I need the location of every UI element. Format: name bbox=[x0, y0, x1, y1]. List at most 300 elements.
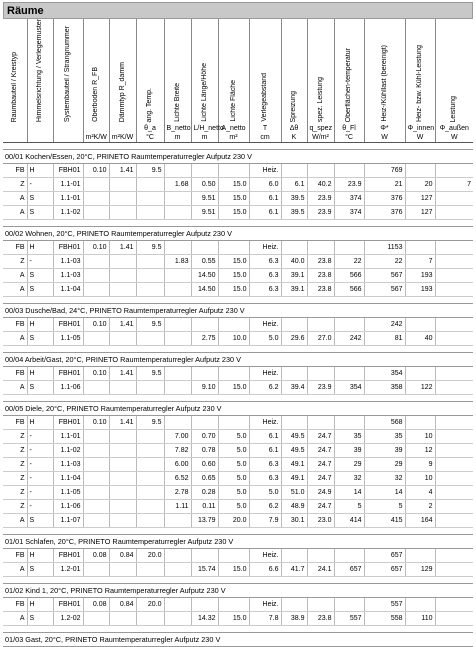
table-cell: 0.55 bbox=[191, 255, 218, 269]
table-cell: 1.41 bbox=[109, 164, 136, 178]
table-cell: 1.1-01 bbox=[53, 192, 83, 206]
table-cell: 2.75 bbox=[191, 332, 218, 346]
table-cell bbox=[109, 332, 136, 346]
table-cell: 49.5 bbox=[281, 430, 307, 444]
table-cell: 568 bbox=[364, 416, 405, 430]
table-cell bbox=[83, 444, 109, 458]
table-cell bbox=[281, 416, 307, 430]
table-cell bbox=[307, 598, 334, 612]
column-header bbox=[334, 19, 364, 124]
table-cell: FBH01 bbox=[53, 164, 83, 178]
table-cell: 32 bbox=[334, 472, 364, 486]
table-cell bbox=[136, 206, 164, 220]
table-cell bbox=[164, 269, 191, 283]
table-cell: 0.11 bbox=[191, 500, 218, 514]
table-cell: 9.5 bbox=[136, 164, 164, 178]
table-row bbox=[3, 206, 473, 220]
table-cell: Z bbox=[3, 255, 27, 269]
table-cell: Z bbox=[3, 458, 27, 472]
column-header bbox=[83, 19, 109, 124]
table-cell: 23.8 bbox=[307, 269, 334, 283]
table-cell: FBH01 bbox=[53, 367, 83, 381]
table-cell: 6.3 bbox=[249, 269, 281, 283]
table-row bbox=[3, 381, 473, 395]
table-cell: 657 bbox=[334, 563, 364, 577]
table-cell: A bbox=[3, 192, 27, 206]
column-header bbox=[164, 19, 191, 124]
room-header-row bbox=[3, 633, 473, 647]
table-cell: 39.5 bbox=[281, 192, 307, 206]
table-cell: 1.41 bbox=[109, 367, 136, 381]
column-symbol: Δθ bbox=[281, 124, 307, 133]
table-cell bbox=[164, 283, 191, 297]
column-header bbox=[364, 19, 405, 124]
table-cell: Z bbox=[3, 500, 27, 514]
table-cell: 110 bbox=[405, 612, 435, 626]
room-label: 01/02 Kind 1, 20°C, PRINETO Raumtemperaturregler Aufputz 230 V bbox=[3, 584, 473, 598]
table-cell bbox=[405, 241, 435, 255]
table-cell: 567 bbox=[364, 283, 405, 297]
table-cell: 7.00 bbox=[164, 430, 191, 444]
table-cell: S bbox=[27, 206, 53, 220]
table-cell: FB bbox=[3, 318, 27, 332]
table-cell: 242 bbox=[364, 318, 405, 332]
table-cell bbox=[191, 241, 218, 255]
table-cell: 6.1 bbox=[281, 178, 307, 192]
table-cell bbox=[136, 612, 164, 626]
table-cell bbox=[136, 381, 164, 395]
table-cell bbox=[164, 612, 191, 626]
table-cell: H bbox=[27, 164, 53, 178]
table-cell bbox=[136, 486, 164, 500]
table-cell bbox=[136, 332, 164, 346]
table-cell: 1.1-07 bbox=[53, 514, 83, 528]
column-header bbox=[307, 19, 334, 124]
table-cell bbox=[164, 381, 191, 395]
table-cell: 6.1 bbox=[249, 206, 281, 220]
table-cell: 9.5 bbox=[136, 416, 164, 430]
table-cell bbox=[136, 458, 164, 472]
column-header bbox=[435, 19, 473, 124]
column-header-label: Dämmtyp R_damm bbox=[118, 61, 126, 123]
table-cell bbox=[191, 164, 218, 178]
table-cell: 376 bbox=[364, 192, 405, 206]
table-cell: 558 bbox=[364, 612, 405, 626]
column-header bbox=[136, 19, 164, 124]
table-cell: A bbox=[3, 381, 27, 395]
table-cell: 122 bbox=[405, 381, 435, 395]
table-cell: FBH01 bbox=[53, 416, 83, 430]
table-cell: 39 bbox=[334, 444, 364, 458]
page-title: Räume bbox=[3, 2, 473, 19]
table-cell: Heiz. bbox=[249, 164, 281, 178]
table-cell: 6.2 bbox=[249, 381, 281, 395]
room-label: 00/03 Dusche/Bad, 24°C, PRINETO Raumtemperaturregler Aufputz 230 V bbox=[3, 304, 473, 318]
table-cell: Heiz. bbox=[249, 416, 281, 430]
table-cell: 20.0 bbox=[136, 549, 164, 563]
table-cell: A bbox=[3, 612, 27, 626]
table-cell: 0.08 bbox=[83, 598, 109, 612]
table-cell: 1.1-04 bbox=[53, 472, 83, 486]
table-cell: FBH01 bbox=[53, 318, 83, 332]
table-cell bbox=[83, 430, 109, 444]
rooms-table bbox=[3, 19, 473, 647]
table-cell: 1153 bbox=[364, 241, 405, 255]
table-cell bbox=[281, 164, 307, 178]
table-row bbox=[3, 367, 473, 381]
table-cell: 5.0 bbox=[218, 458, 249, 472]
column-symbol: B_netto bbox=[164, 124, 191, 133]
column-symbol bbox=[3, 124, 27, 133]
table-row bbox=[3, 598, 473, 612]
table-cell: 769 bbox=[364, 164, 405, 178]
table-cell bbox=[435, 318, 473, 332]
column-header-label: Oberboden R_FB bbox=[92, 67, 99, 123]
table-row bbox=[3, 444, 473, 458]
table-cell bbox=[109, 500, 136, 514]
table-cell bbox=[164, 206, 191, 220]
table-cell: Z bbox=[3, 486, 27, 500]
table-cell: - bbox=[27, 178, 53, 192]
table-cell: 32 bbox=[364, 472, 405, 486]
table-cell bbox=[191, 367, 218, 381]
table-cell: 374 bbox=[334, 206, 364, 220]
table-cell: 566 bbox=[334, 283, 364, 297]
table-cell: 15.0 bbox=[218, 283, 249, 297]
column-header-label: Leistung bbox=[450, 95, 458, 123]
table-cell: 376 bbox=[364, 206, 405, 220]
table-cell: 20.0 bbox=[218, 514, 249, 528]
table-cell: 0.10 bbox=[83, 241, 109, 255]
table-cell: 193 bbox=[405, 283, 435, 297]
column-unit: W bbox=[364, 133, 405, 143]
table-row bbox=[3, 430, 473, 444]
table-cell bbox=[136, 178, 164, 192]
table-row bbox=[3, 563, 473, 577]
table-row bbox=[3, 318, 473, 332]
table-cell bbox=[218, 549, 249, 563]
table-cell: 1.2-02 bbox=[53, 612, 83, 626]
column-symbol: θ_a bbox=[136, 124, 164, 133]
table-cell bbox=[334, 598, 364, 612]
table-cell bbox=[164, 563, 191, 577]
table-cell: 0.10 bbox=[83, 164, 109, 178]
table-cell: 21 bbox=[364, 178, 405, 192]
table-cell: 15.0 bbox=[218, 255, 249, 269]
column-header bbox=[405, 19, 435, 124]
table-cell: 1.1-02 bbox=[53, 206, 83, 220]
table-cell: S bbox=[27, 514, 53, 528]
table-cell: 242 bbox=[334, 332, 364, 346]
table-cell bbox=[307, 416, 334, 430]
table-cell: 657 bbox=[364, 549, 405, 563]
table-cell bbox=[164, 164, 191, 178]
table-cell: 35 bbox=[364, 430, 405, 444]
table-cell: 5.0 bbox=[218, 430, 249, 444]
table-cell: 1.41 bbox=[109, 416, 136, 430]
column-unit bbox=[27, 133, 53, 143]
table-row bbox=[3, 500, 473, 514]
table-cell: Heiz. bbox=[249, 549, 281, 563]
column-symbol: q_spez bbox=[307, 124, 334, 133]
column-symbol: T bbox=[249, 124, 281, 133]
table-cell: 1.1-02 bbox=[53, 444, 83, 458]
table-cell bbox=[334, 367, 364, 381]
table-cell: 414 bbox=[334, 514, 364, 528]
table-body bbox=[3, 143, 473, 647]
table-cell bbox=[164, 598, 191, 612]
table-cell: 6.3 bbox=[249, 255, 281, 269]
table-cell: 567 bbox=[364, 269, 405, 283]
table-cell bbox=[136, 563, 164, 577]
table-cell bbox=[334, 164, 364, 178]
table-cell: 1.1-06 bbox=[53, 500, 83, 514]
table-cell bbox=[164, 514, 191, 528]
table-cell: 6.3 bbox=[249, 458, 281, 472]
column-unit bbox=[3, 133, 27, 143]
table-cell: 0.84 bbox=[109, 549, 136, 563]
table-cell bbox=[83, 269, 109, 283]
table-cell bbox=[109, 444, 136, 458]
table-cell bbox=[435, 458, 473, 472]
table-cell: 6.0 bbox=[249, 178, 281, 192]
column-symbol: Φ* bbox=[364, 124, 405, 133]
table-cell: 1.1-05 bbox=[53, 332, 83, 346]
table-cell bbox=[136, 472, 164, 486]
table-cell bbox=[435, 192, 473, 206]
table-cell: A bbox=[3, 332, 27, 346]
column-header-row bbox=[3, 19, 473, 124]
table-cell bbox=[83, 381, 109, 395]
column-header-label: Spreizung bbox=[290, 90, 297, 123]
table-cell bbox=[334, 549, 364, 563]
table-cell: 39.1 bbox=[281, 283, 307, 297]
table-cell bbox=[435, 500, 473, 514]
column-symbol bbox=[83, 124, 109, 133]
table-cell: 24.1 bbox=[307, 563, 334, 577]
column-unit: m bbox=[191, 133, 218, 143]
room-label: 01/01 Schlafen, 20°C, PRINETO Raumtemperaturregler Aufputz 230 V bbox=[3, 535, 473, 549]
table-cell bbox=[307, 241, 334, 255]
table-cell: 0.84 bbox=[109, 598, 136, 612]
table-cell: 12 bbox=[405, 444, 435, 458]
table-cell: 1.68 bbox=[164, 178, 191, 192]
table-cell: 6.6 bbox=[249, 563, 281, 577]
table-cell: S bbox=[27, 269, 53, 283]
table-cell bbox=[405, 318, 435, 332]
table-cell bbox=[334, 241, 364, 255]
column-unit: W bbox=[405, 133, 435, 143]
table-cell bbox=[109, 430, 136, 444]
table-cell: 4 bbox=[405, 486, 435, 500]
table-cell: 0.10 bbox=[83, 318, 109, 332]
table-cell bbox=[164, 318, 191, 332]
room-label: 00/02 Wohnen, 20°C, PRINETO Raumtemperaturregler Aufputz 230 V bbox=[3, 227, 473, 241]
table-cell: S bbox=[27, 283, 53, 297]
table-cell: 14 bbox=[364, 486, 405, 500]
table-cell: 15.0 bbox=[218, 206, 249, 220]
table-cell: 6.3 bbox=[249, 472, 281, 486]
table-cell: 127 bbox=[405, 192, 435, 206]
table-row bbox=[3, 164, 473, 178]
symbol-row bbox=[3, 124, 473, 133]
table-cell: 1.1-05 bbox=[53, 486, 83, 500]
table-cell: 0.08 bbox=[83, 549, 109, 563]
table-cell bbox=[136, 255, 164, 269]
table-cell: 1.2-01 bbox=[53, 563, 83, 577]
column-unit: °C bbox=[334, 133, 364, 143]
table-cell bbox=[218, 318, 249, 332]
table-cell: 24.7 bbox=[307, 430, 334, 444]
table-cell: 6.1 bbox=[249, 444, 281, 458]
table-cell bbox=[191, 318, 218, 332]
table-cell: 24.9 bbox=[307, 486, 334, 500]
table-cell: 15.0 bbox=[218, 563, 249, 577]
table-cell bbox=[109, 381, 136, 395]
table-cell: FB bbox=[3, 416, 27, 430]
table-cell bbox=[218, 367, 249, 381]
table-cell: 15.74 bbox=[191, 563, 218, 577]
table-cell: - bbox=[27, 430, 53, 444]
table-cell: 1.41 bbox=[109, 318, 136, 332]
table-cell bbox=[109, 269, 136, 283]
table-cell: 0.60 bbox=[191, 458, 218, 472]
table-cell: S bbox=[27, 381, 53, 395]
table-cell bbox=[218, 416, 249, 430]
table-cell: FBH01 bbox=[53, 598, 83, 612]
table-cell: Z bbox=[3, 178, 27, 192]
table-cell: 9.51 bbox=[191, 206, 218, 220]
table-cell: H bbox=[27, 367, 53, 381]
column-header-label: Raumbauteil / Kreistyp bbox=[10, 51, 18, 123]
table-row bbox=[3, 255, 473, 269]
table-cell: 24.7 bbox=[307, 500, 334, 514]
table-cell bbox=[281, 318, 307, 332]
table-cell: 354 bbox=[364, 367, 405, 381]
table-cell: 127 bbox=[405, 206, 435, 220]
table-cell: 29 bbox=[364, 458, 405, 472]
column-header bbox=[53, 19, 83, 124]
table-cell: 1.1-01 bbox=[53, 430, 83, 444]
table-cell bbox=[435, 164, 473, 178]
room-header-row bbox=[3, 535, 473, 549]
table-cell: 7.9 bbox=[249, 514, 281, 528]
table-cell bbox=[83, 255, 109, 269]
table-cell bbox=[83, 472, 109, 486]
column-header-label: Himmelsrichtung / Verlegemuster bbox=[36, 19, 43, 123]
table-cell bbox=[109, 486, 136, 500]
table-cell: 30.1 bbox=[281, 514, 307, 528]
table-cell: 6.2 bbox=[249, 500, 281, 514]
table-cell bbox=[83, 178, 109, 192]
column-header-label: Lichte Breite bbox=[173, 83, 181, 123]
table-cell bbox=[109, 563, 136, 577]
table-cell: FBH01 bbox=[53, 241, 83, 255]
table-cell: H bbox=[27, 549, 53, 563]
column-symbol bbox=[109, 124, 136, 133]
table-cell: 129 bbox=[405, 563, 435, 577]
column-header-label: Verlegeabstand bbox=[261, 73, 268, 123]
table-cell: 23.0 bbox=[307, 514, 334, 528]
table-cell: 29.6 bbox=[281, 332, 307, 346]
table-cell bbox=[218, 164, 249, 178]
table-cell: 39 bbox=[364, 444, 405, 458]
table-cell: FB bbox=[3, 549, 27, 563]
table-cell: 1.1-04 bbox=[53, 283, 83, 297]
table-cell: - bbox=[27, 472, 53, 486]
table-cell bbox=[405, 598, 435, 612]
table-cell bbox=[109, 472, 136, 486]
table-cell: - bbox=[27, 500, 53, 514]
table-cell: 657 bbox=[364, 563, 405, 577]
table-cell bbox=[281, 367, 307, 381]
table-cell bbox=[435, 563, 473, 577]
table-cell bbox=[435, 255, 473, 269]
table-cell: 10 bbox=[405, 472, 435, 486]
table-cell: 15.0 bbox=[218, 612, 249, 626]
column-symbol bbox=[53, 124, 83, 133]
column-header bbox=[109, 19, 136, 124]
table-cell: 557 bbox=[334, 612, 364, 626]
column-header-label: Oberflächen-temperatur bbox=[345, 47, 352, 123]
table-cell: 1.1-06 bbox=[53, 381, 83, 395]
table-cell: 0.70 bbox=[191, 430, 218, 444]
table-cell: 0.78 bbox=[191, 444, 218, 458]
column-header bbox=[218, 19, 249, 124]
table-cell: 5.0 bbox=[218, 444, 249, 458]
table-cell bbox=[281, 598, 307, 612]
table-row bbox=[3, 486, 473, 500]
table-cell: 39.4 bbox=[281, 381, 307, 395]
table-cell bbox=[435, 514, 473, 528]
table-cell bbox=[405, 416, 435, 430]
table-cell: 557 bbox=[364, 598, 405, 612]
table-cell: 9.5 bbox=[136, 318, 164, 332]
table-row bbox=[3, 269, 473, 283]
table-cell bbox=[281, 241, 307, 255]
table-cell: 23.9 bbox=[307, 206, 334, 220]
column-header bbox=[249, 19, 281, 124]
table-cell: 13.79 bbox=[191, 514, 218, 528]
table-cell: 6.00 bbox=[164, 458, 191, 472]
table-cell bbox=[164, 332, 191, 346]
table-cell bbox=[136, 500, 164, 514]
column-unit: m²K/W bbox=[83, 133, 109, 143]
table-cell bbox=[83, 332, 109, 346]
table-cell bbox=[435, 241, 473, 255]
table-cell bbox=[109, 283, 136, 297]
table-cell bbox=[83, 192, 109, 206]
table-cell: 7.8 bbox=[249, 612, 281, 626]
table-cell bbox=[435, 612, 473, 626]
table-cell bbox=[83, 563, 109, 577]
table-cell bbox=[334, 416, 364, 430]
table-cell: 51.0 bbox=[281, 486, 307, 500]
table-cell bbox=[435, 444, 473, 458]
table-cell: FB bbox=[3, 598, 27, 612]
table-cell: Heiz. bbox=[249, 367, 281, 381]
table-cell: Z bbox=[3, 472, 27, 486]
table-cell bbox=[136, 444, 164, 458]
table-cell: 24.7 bbox=[307, 458, 334, 472]
table-cell: 164 bbox=[405, 514, 435, 528]
table-cell bbox=[435, 486, 473, 500]
table-cell: 9.5 bbox=[136, 241, 164, 255]
column-header bbox=[191, 19, 218, 124]
table-cell: 49.1 bbox=[281, 458, 307, 472]
table-cell: 15.0 bbox=[218, 269, 249, 283]
table-cell: 22 bbox=[334, 255, 364, 269]
